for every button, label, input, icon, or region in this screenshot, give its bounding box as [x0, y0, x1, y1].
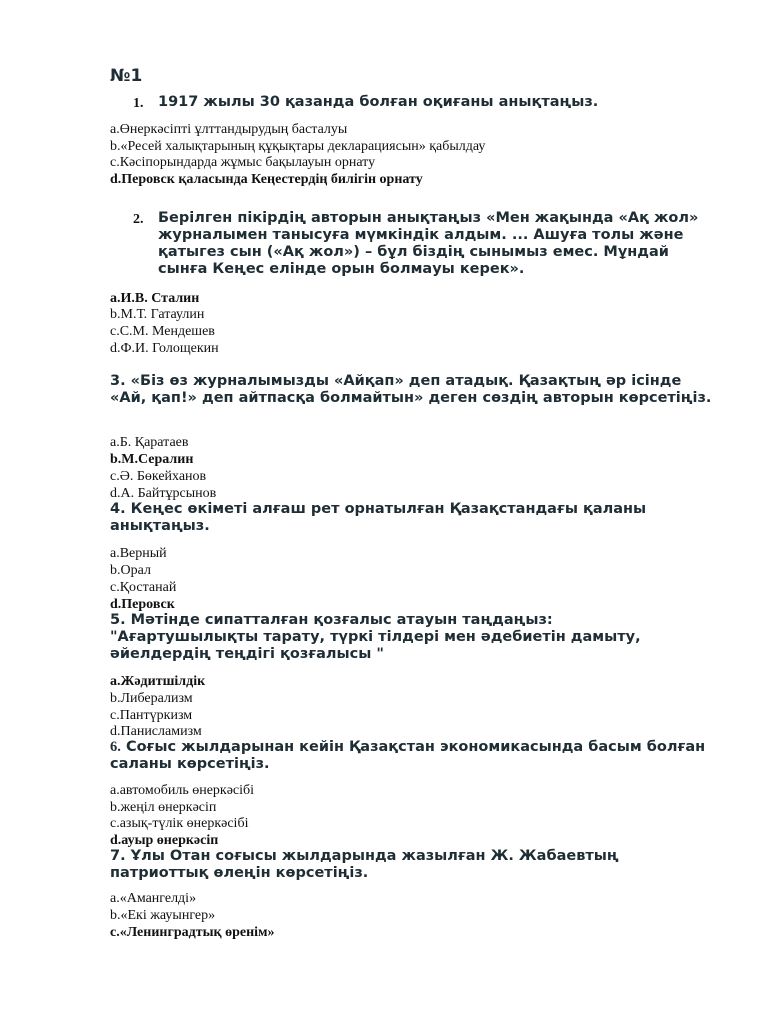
question-2-option-c: c.С.М. Мендешев: [110, 324, 215, 339]
question-2-option-d: d.Ф.И. Голощекин: [110, 341, 219, 356]
question-1-option-b: b.«Ресей халықтарының құқықтары декларациясын» қабылдау: [110, 139, 486, 154]
question-4-option-a: a.Верный: [110, 546, 167, 561]
question-3-option-c: c.Ә. Бөкейханов: [110, 469, 207, 484]
question-4-option-d: d.Перовск: [110, 597, 175, 612]
question-5-option-b: b.Либерализм: [110, 691, 193, 706]
question-1-option-d: d.Перовск қаласында Кеңестердің билігін орнату: [110, 172, 423, 187]
question-4-option-c: c.Қостанай: [110, 580, 177, 595]
question-1-number: 1.: [133, 96, 144, 111]
question-1-text: 1917 жылы 30 қазанда болған оқиғаны анықтаңыз.: [158, 94, 599, 110]
question-6-text: [110, 739, 710, 773]
question-3-option-d: d.А. Байтұрсынов: [110, 486, 217, 501]
question-2-option-a: a.И.В. Сталин: [110, 291, 200, 306]
question-4-option-b: b.Орал: [110, 563, 151, 578]
question-1-option-c: c.Кәсіпорындарда жұмыс бақылауын орнату: [110, 155, 376, 170]
question-7-option-b: b.«Екі жауынгер»: [110, 908, 216, 923]
question-1-option-a: a.Өнеркәсіпті ұлттандырудың басталуы: [110, 122, 348, 137]
question-3-option-a: a.Б. Қаратаев: [110, 435, 189, 450]
question-5-option-a: a.Жәдитшілдік: [110, 674, 206, 689]
question-5-text: 5. Мәтінде сипатталған қозғалыс атауын таңдаңыз: "Ағартушылықты тарату, түркі тілдері мен әдебиетін дамыту, әйелдердің теңдігі қозғалысы ": [110, 612, 641, 662]
question-6-body: Соғыс жылдарынан кейін Қазақстан экономикасында басым болған саланы көрсетіңіз.: [110, 739, 706, 772]
question-2-text: Берілген пікірдің авторын анықтаңыз «Мен жақында «Ақ жол» журналымен танысуға мүмкіндік алдым. ... Ашуға толы және қатыгез сын («Ақ жол») – бұл біздің сынымыз емес. Мұндай сынға Кеңес елінде орын болмауы керек».: [158, 210, 699, 277]
question-7-text: 7. Ұлы Отан соғысы жылдарында жазылған Ж. Жабаевтың патриоттық өлеңін көрсетіңіз.: [110, 848, 619, 881]
question-6-option-a: a.автомобиль өнеркәсібі: [110, 783, 255, 798]
question-7-option-a: a.«Амангелді»: [110, 891, 197, 906]
question-5-option-d: d.Панисламизм: [110, 724, 202, 739]
question-6-option-d: d.ауыр өнеркәсіп: [110, 833, 219, 848]
question-2-number: 2.: [133, 212, 144, 227]
question-2-option-b: b.М.Т. Гатаулин: [110, 307, 205, 322]
question-3-option-b: b.М.Сералин: [110, 452, 194, 467]
test-number-heading: №1: [110, 66, 143, 86]
question-3-text: 3. «Біз өз журналымызды «Айқап» деп атадық. Қазақтың әр ісінде «Ай, қап!» деп айтпасқа болмайтын» деген сөздің авторын көрсетіңіз.: [110, 373, 712, 406]
question-4-text: 4. Кеңес өкіметі алғаш рет орнатылған Қазақстандағы қаланы анықтаңыз.: [110, 501, 647, 534]
question-6-option-c: c.азық-түлік өнеркәсібі: [110, 816, 249, 831]
question-6-number: 6.: [110, 739, 121, 755]
question-7-option-c: c.«Ленинградтық өренім»: [110, 925, 275, 940]
question-5-option-c: c.Пантүркизм: [110, 708, 193, 723]
question-6-option-b: b.жеңіл өнеркәсіп: [110, 800, 217, 815]
